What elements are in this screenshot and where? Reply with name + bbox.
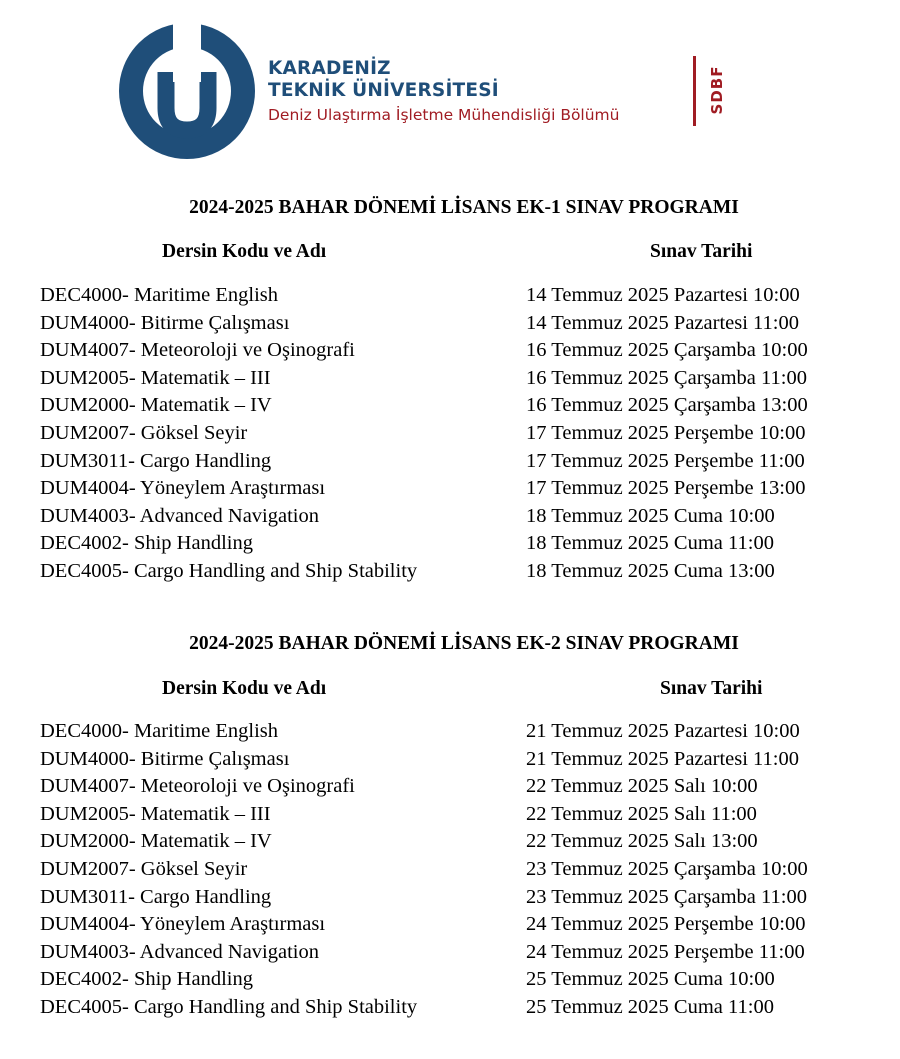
course-name: DUM4003- Advanced Navigation <box>40 504 319 527</box>
course-name: DEC4002- Ship Handling <box>40 532 253 555</box>
exam-row <box>0 367 900 395</box>
course-name: DEC4005- Cargo Handling and Ship Stability <box>40 559 418 582</box>
exam-row <box>0 394 900 422</box>
exam-date: 16 Temmuz 2025 Çarşamba 11:00 <box>526 366 807 389</box>
column-header-course: Dersin Kodu ve Adı <box>162 678 327 699</box>
exam-date: 22 Temmuz 2025 Salı 13:00 <box>526 830 758 853</box>
exam-date: 22 Temmuz 2025 Salı 10:00 <box>526 775 758 798</box>
exam-date: 22 Temmuz 2025 Salı 11:00 <box>526 802 757 825</box>
course-name: DUM3011- Cargo Handling <box>40 885 272 908</box>
exam-date: 18 Temmuz 2025 Cuma 10:00 <box>526 504 775 527</box>
exam-date: 16 Temmuz 2025 Çarşamba 10:00 <box>526 339 808 362</box>
exam-row <box>0 886 900 914</box>
exam-date: 23 Temmuz 2025 Çarşamba 10:00 <box>526 857 808 880</box>
course-name: DEC4000- Maritime English <box>40 284 279 306</box>
exam-date: 25 Temmuz 2025 Cuma 11:00 <box>526 995 774 1018</box>
exam-row <box>0 532 900 560</box>
course-name: DUM4004- Yöneylem Araştırması <box>40 913 326 936</box>
exam-date: 23 Temmuz 2025 Çarşamba 11:00 <box>526 885 807 908</box>
university-name-line2: TEKNİK ÜNİVERSİTESİ <box>268 80 499 101</box>
exam-date: 17 Temmuz 2025 Perşembe 13:00 <box>526 477 806 500</box>
exam-date: 17 Temmuz 2025 Perşembe 10:00 <box>526 421 806 444</box>
exam-row <box>0 477 900 505</box>
course-name: DUM4007- Meteoroloji ve Oşinografi <box>40 339 355 362</box>
exam-date: 17 Temmuz 2025 Perşembe 11:00 <box>526 449 805 472</box>
column-header-date: Sınav Tarihi <box>650 241 753 262</box>
exam-date: 14 Temmuz 2025 Pazartesi 10:00 <box>526 284 800 306</box>
section-title: 2024-2025 BAHAR DÖNEMİ LİSANS EK-2 SINAV PROGRAMI <box>189 633 739 654</box>
exam-date: 21 Temmuz 2025 Pazartesi 11:00 <box>526 747 799 770</box>
course-name: DUM4004- Yöneylem Araştırması <box>40 477 326 500</box>
exam-date: 18 Temmuz 2025 Cuma 13:00 <box>526 559 775 582</box>
exam-row <box>0 996 900 1024</box>
course-name: DEC4000- Maritime English <box>40 720 279 742</box>
exam-date: 25 Temmuz 2025 Cuma 10:00 <box>526 968 775 991</box>
course-name: DUM2007- Göksel Seyir <box>40 421 248 444</box>
course-name: DUM4000- Bitirme Çalışması <box>40 747 290 770</box>
exam-row <box>0 560 900 588</box>
course-name: DEC4002- Ship Handling <box>40 968 253 991</box>
exam-row <box>0 803 900 831</box>
exam-date: 14 Temmuz 2025 Pazartesi 11:00 <box>526 311 799 334</box>
exam-list <box>0 720 900 1024</box>
course-name: DEC4005- Cargo Handling and Ship Stability <box>40 995 418 1018</box>
course-name: DUM2005- Matematik – III <box>40 802 271 825</box>
course-name: DUM2007- Göksel Seyir <box>40 857 248 880</box>
faculty-label <box>704 60 730 120</box>
course-name: DUM2005- Matematik – III <box>40 366 271 389</box>
brand-block <box>268 58 619 127</box>
exam-date: 16 Temmuz 2025 Çarşamba 13:00 <box>526 394 808 417</box>
column-header-course: Dersin Kodu ve Adı <box>162 241 327 262</box>
exam-row <box>0 941 900 969</box>
exam-row <box>0 505 900 533</box>
course-name: DUM2000- Matematik – IV <box>40 830 272 853</box>
exam-row <box>0 968 900 996</box>
course-name: DUM4000- Bitirme Çalışması <box>40 311 290 334</box>
university-name-line1: KARADENİZ <box>268 58 391 79</box>
course-name: DUM3011- Cargo Handling <box>40 449 272 472</box>
department-name: Deniz Ulaştırma İşletme Mühendisliği Bölümü <box>268 106 620 124</box>
exam-row <box>0 775 900 803</box>
exam-row <box>0 450 900 478</box>
faculty-label-text: SDBF <box>708 65 726 115</box>
column-header-date: Sınav Tarihi <box>660 678 763 699</box>
exam-list <box>0 284 900 588</box>
exam-row <box>0 339 900 367</box>
exam-row <box>0 422 900 450</box>
exam-row <box>0 830 900 858</box>
exam-row <box>0 312 900 340</box>
exam-date: 24 Temmuz 2025 Perşembe 11:00 <box>526 940 805 963</box>
university-logo <box>118 22 256 160</box>
exam-date: 18 Temmuz 2025 Cuma 11:00 <box>526 532 774 555</box>
exam-row <box>0 858 900 886</box>
course-name: DUM2000- Matematik – IV <box>40 394 272 417</box>
course-name: DUM4007- Meteoroloji ve Oşinografi <box>40 775 355 798</box>
exam-date: 24 Temmuz 2025 Perşembe 10:00 <box>526 913 806 936</box>
exam-row <box>0 720 900 748</box>
exam-date: 21 Temmuz 2025 Pazartesi 10:00 <box>526 720 800 742</box>
ktu-emblem-icon <box>118 22 256 160</box>
section-title: 2024-2025 BAHAR DÖNEMİ LİSANS EK-1 SINAV PROGRAMI <box>189 197 739 218</box>
course-name: DUM4003- Advanced Navigation <box>40 940 319 963</box>
header-divider <box>693 56 696 126</box>
exam-row <box>0 284 900 312</box>
exam-row <box>0 748 900 776</box>
exam-row <box>0 913 900 941</box>
